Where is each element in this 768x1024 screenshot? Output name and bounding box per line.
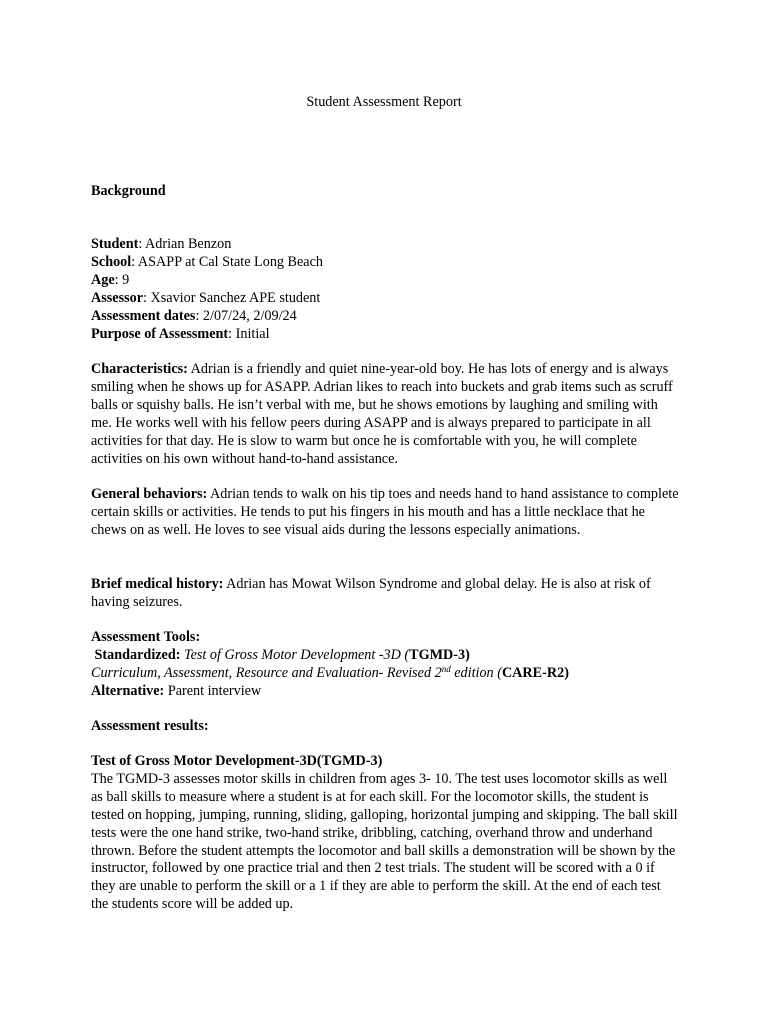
student-line: Student: Adrian Benzon (91, 236, 232, 252)
student-info-block (91, 236, 681, 343)
medical-history-paragraph: Brief medical history: Adrian has Mowat Wilson Syndrome and global delay. He is also at risk of having seizures. (91, 576, 651, 610)
page-title: Student Assessment Report (306, 94, 462, 110)
care-line: Curriculum, Assessment, Resource and Evaluation- Revised 2nd edition (CARE-R2) (91, 663, 569, 681)
alternative-line: Alternative: Parent interview (91, 682, 262, 699)
tgmd-section (91, 753, 681, 914)
dates-line: Assessment dates: 2/07/24, 2/09/24 (91, 307, 297, 324)
standardized-line: Standardized: Test of Gross Motor Development -3D (TGMD-3) (94, 646, 470, 663)
purpose-line: Purpose of Assessment: Initial (91, 325, 270, 342)
assessor-line: Assessor: Xsavior Sanchez APE student (91, 289, 321, 306)
characteristics-paragraph: Characteristics: Adrian is a friendly and quiet nine-year-old boy. He has lots of energy and is always smiling when he shows up for ASAPP. Adrian likes to reach into buckets and grab items such as scruff balls or squishy balls. He isn’t verbal with me, but he shows emotions by laughing and smiling with me. He works well with his fellow peers during ASAPP and is always prepared to participate in all activities for that day. He is slow to warm but once he is comfortable with you, he will complete activities on his own without hand-to-hand assistance. (91, 361, 673, 467)
background-heading: Background (91, 183, 166, 199)
assessment-tools-block (91, 629, 681, 701)
age-line: Age: 9 (91, 271, 130, 288)
tgmd-description: The TGMD-3 assesses motor skills in children from ages 3- 10. The test uses locomotor skills as well as ball skills to measure where a student is at for each skill. For the locomotor skills, the student is tested on hopping, jumping, running, sliding, galloping, horizontal jumping and skipping. The ball skill tests were the one hand strike, two-hand strike, dribbling, catching, overhand throw and underhand thrown. Before the student attempts the locomotor and ball skills a demonstration will be shown by the instructor, followed by one practice trial and then 2 test trials. The student will be scored with a 0 if they are unable to perform the skill or a 1 if they are able to perform the skill. At the end of each test the students score will be added up. (91, 770, 678, 913)
tgmd-heading: Test of Gross Motor Development-3D(TGMD-3) (91, 753, 383, 769)
school-line: School: ASAPP at Cal State Long Beach (91, 253, 323, 270)
general-behaviors-paragraph: General behaviors: Adrian tends to walk on his tip toes and needs hand to hand assistance to complete certain skills or activities. He tends to put his fingers in his mouth and has a little necklace that he chews on as well. He loves to see visual aids during the lessons especially animations. (91, 486, 679, 538)
assessment-tools-heading: Assessment Tools: (91, 629, 201, 645)
assessment-results-heading: Assessment results: (91, 718, 209, 734)
